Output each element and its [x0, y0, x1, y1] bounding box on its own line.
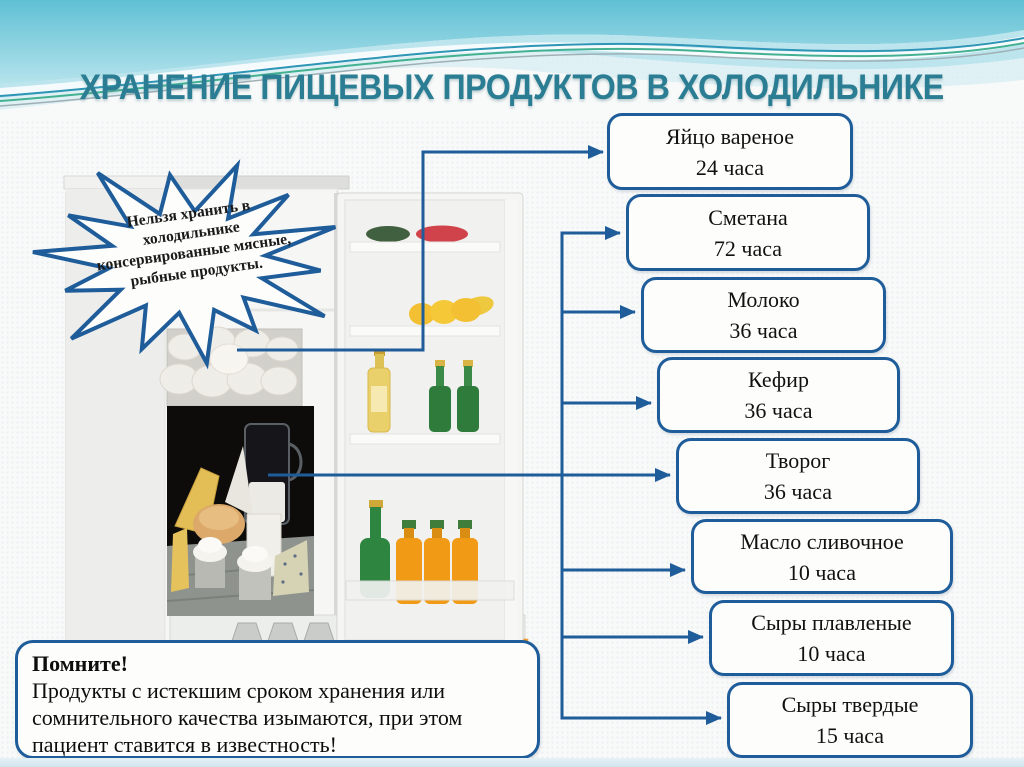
storage-item-name: Кефир — [748, 367, 809, 392]
storage-box-4 — [657, 357, 900, 433]
storage-item-name: Творог — [765, 448, 831, 473]
storage-box-1 — [607, 113, 853, 190]
storage-item-duration: 15 часа — [815, 723, 885, 748]
cream-cup — [193, 537, 227, 588]
storage-box-3 — [641, 277, 886, 353]
red-vegetable — [416, 226, 468, 243]
storage-box-2 — [626, 194, 870, 271]
door-bin-front — [346, 581, 514, 600]
cheese-wedge — [171, 528, 189, 592]
slide-title-text: ХРАНЕНИЕ ПИЩЕВЫХ ПРОДУКТОВ В ХОЛОДИЛЬНИКЕ — [79, 68, 945, 107]
lemon — [451, 298, 481, 322]
storage-item-duration: 10 часа — [787, 559, 857, 585]
storage-item-duration: 72 часа — [713, 235, 783, 261]
reminder-box — [15, 640, 540, 759]
storage-box-6 — [691, 519, 953, 594]
door-shelf — [350, 242, 500, 252]
storage-item-name: Молоко — [727, 287, 800, 312]
storage-item-name: Сыры плавленые — [751, 610, 912, 635]
storage-item-duration: 24 часа — [695, 154, 765, 180]
door-shelf — [350, 326, 500, 336]
storage-item-duration: 36 часа — [744, 398, 813, 423]
bread-loaf-top — [199, 506, 239, 530]
storage-item-name: Яйцо вареное — [665, 123, 795, 149]
green-vegetable — [366, 226, 410, 242]
storage-item-duration: 36 часа — [763, 479, 833, 504]
slide-title — [0, 68, 1024, 108]
cream-cup — [237, 546, 273, 600]
fridge-door — [337, 193, 523, 660]
dairy-photo — [167, 406, 314, 616]
reminder-body: Продукты с истекшим сроком хранения или сомнительного качества изымаются, при этом пациент ставится в известность! — [32, 678, 463, 757]
reminder-heading: Помните! — [32, 651, 128, 676]
bottom-strip-decoration — [0, 758, 1024, 767]
door-shelf — [350, 434, 500, 444]
storage-item-name: Сыры твердые — [781, 692, 919, 717]
storage-box-5 — [676, 438, 920, 514]
storage-item-name: Сметана — [708, 204, 788, 230]
storage-item-duration: 10 часа — [797, 641, 866, 666]
storage-box-8 — [727, 682, 973, 758]
storage-item-duration: 36 часа — [729, 318, 798, 343]
storage-item-name: Масло сливочное — [740, 528, 904, 554]
warning-burst-text: Нельзя хранить в холодильнике консервированные мясные, рыбные продукты. — [95, 196, 292, 290]
storage-box-7 — [709, 600, 954, 676]
